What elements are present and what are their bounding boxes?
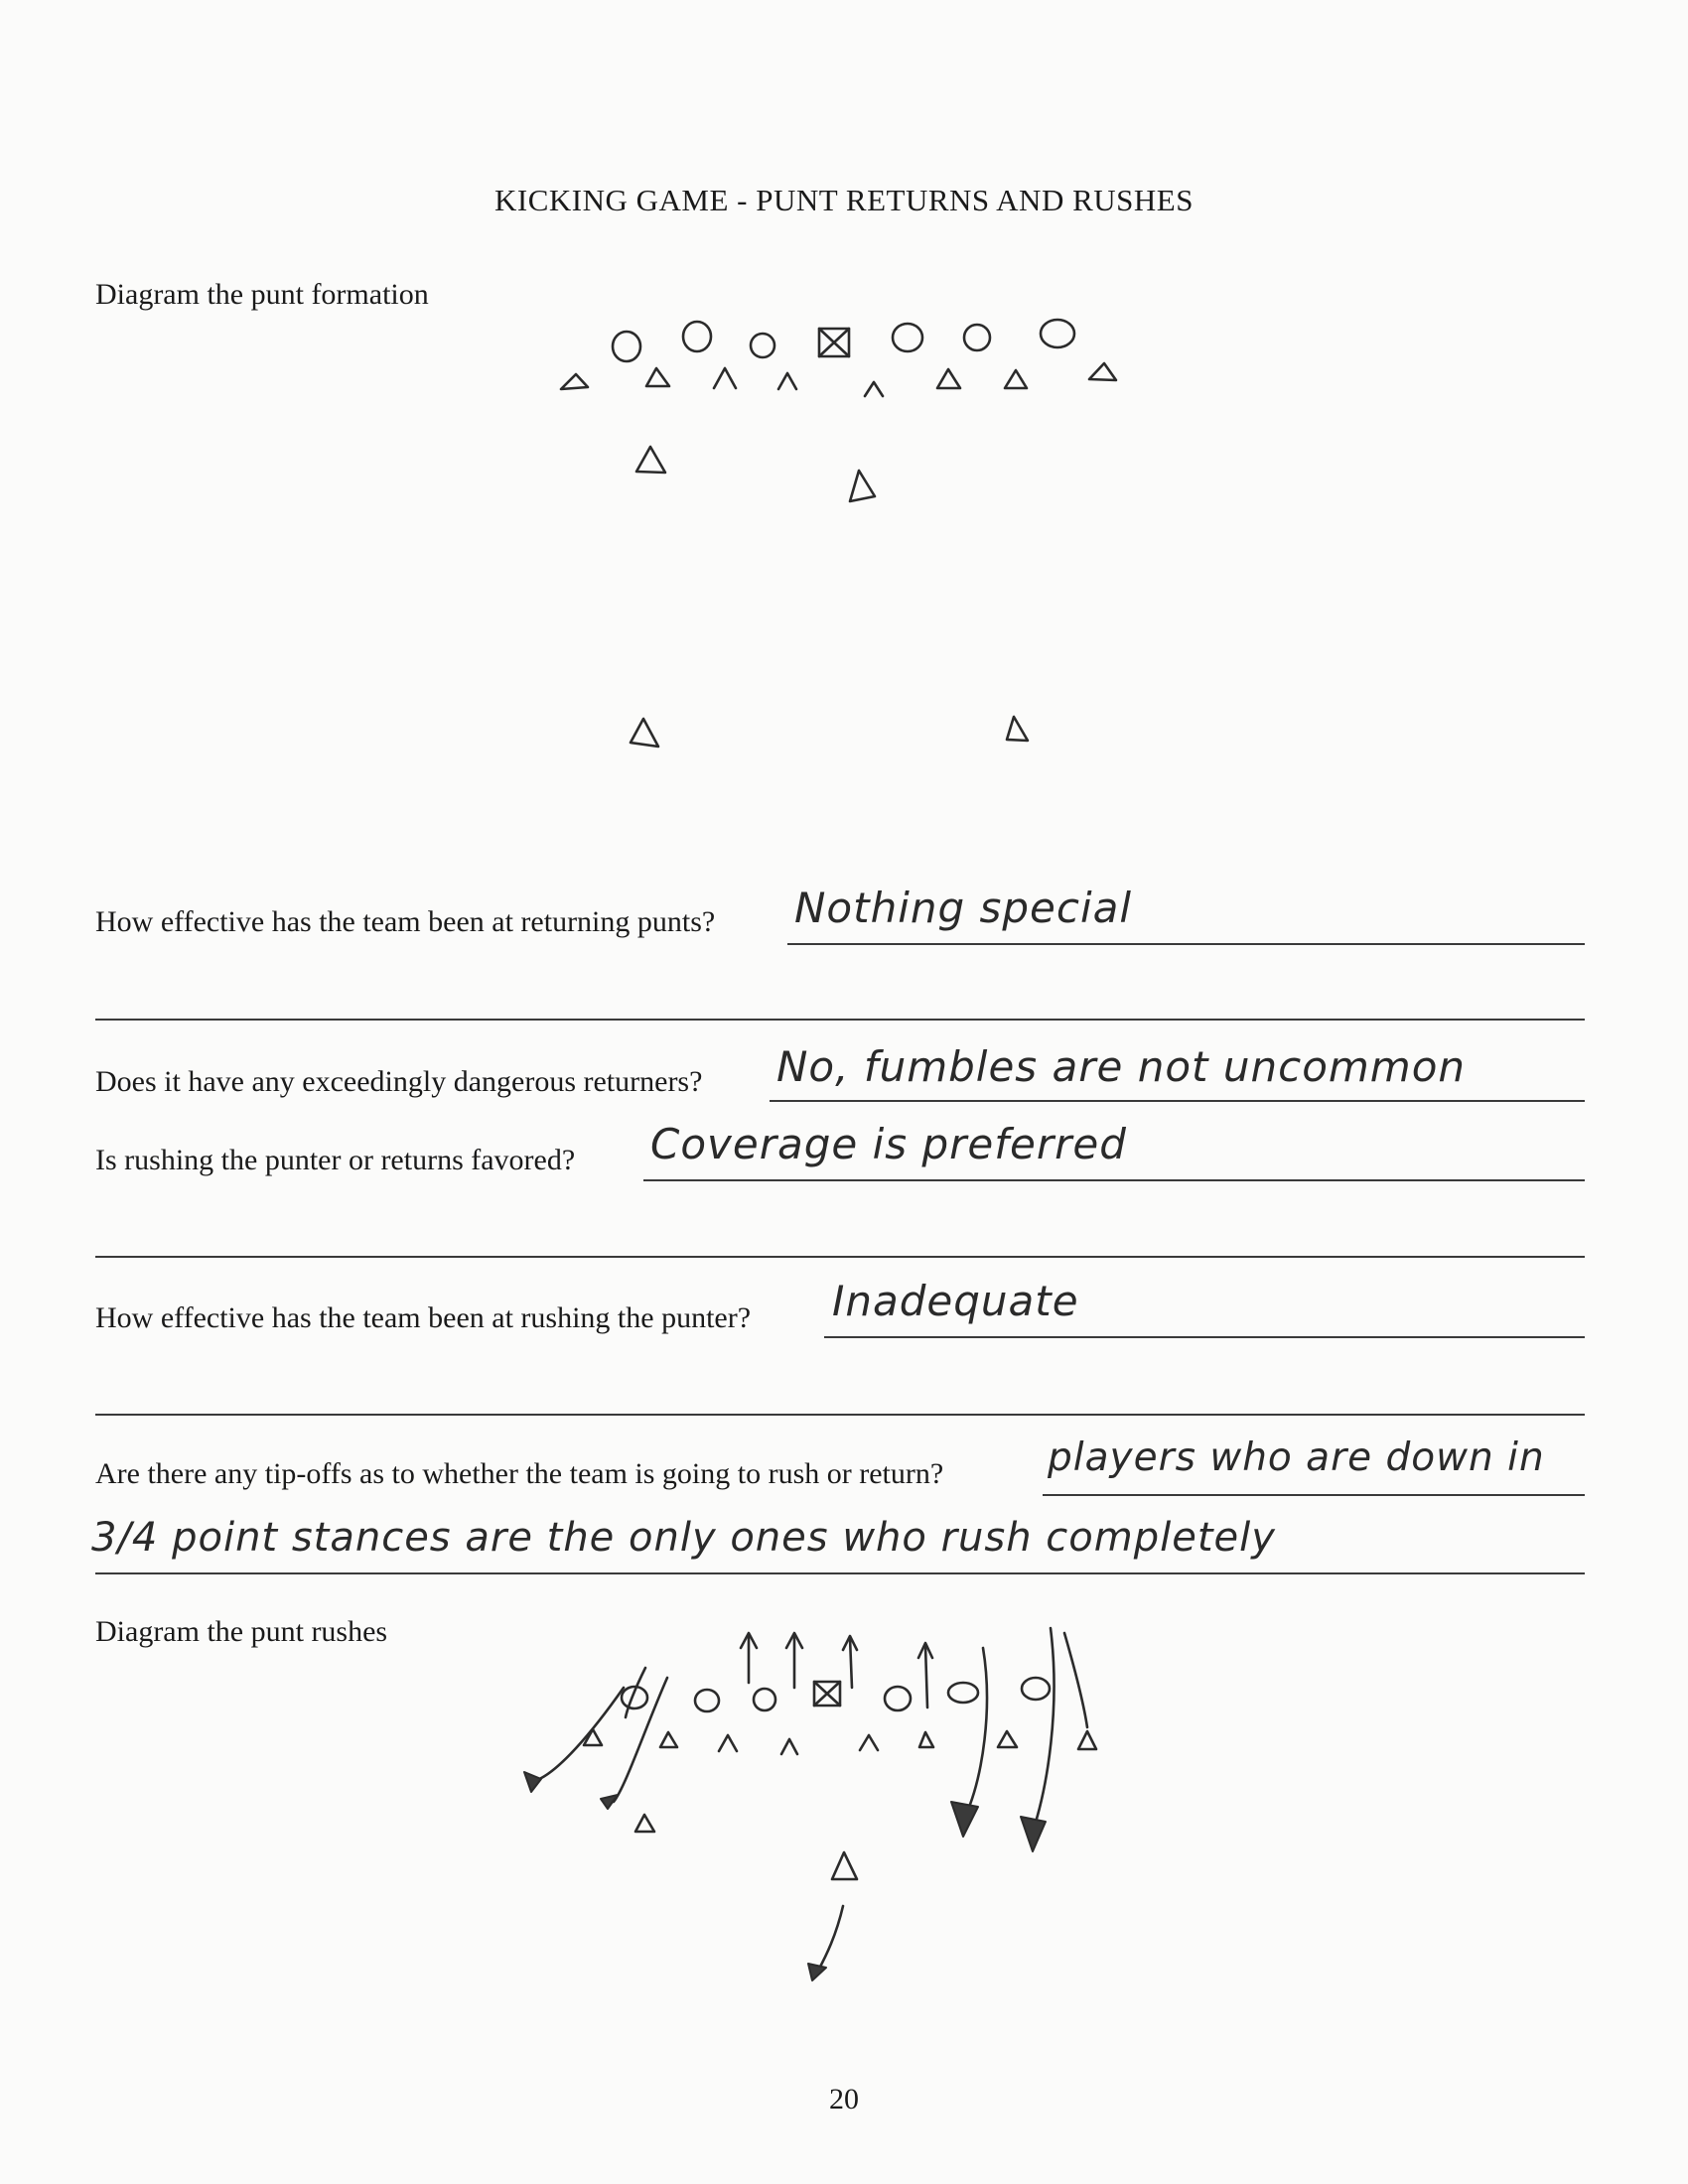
- rushes-label: Diagram the punt rushes: [95, 1615, 388, 1648]
- answer-rush-or-return: Coverage is preferred: [650, 1120, 1127, 1168]
- question-tip-offs: Are there any tip-offs as to whether the team is going to rush or return?: [95, 1457, 944, 1490]
- answer-dangerous-returners: No, fumbles are not uncommon: [776, 1042, 1467, 1091]
- question-rushing-punter: How effective has the team been at rushing the punter?: [95, 1301, 752, 1334]
- question-rush-or-return: Is rushing the punter or returns favored?: [95, 1144, 576, 1176]
- rush-defense-triangles: [584, 1729, 1096, 1879]
- formation-label: Diagram the punt formation: [95, 278, 429, 311]
- question-returning-punts: How effective has the team been at returning punts?: [95, 905, 716, 938]
- answer-rushing-punter: Inadequate: [832, 1277, 1079, 1325]
- question-dangerous-returners: Does it have any exceedingly dangerous returners?: [95, 1065, 703, 1098]
- answer-returning-punts: Nothing special: [794, 884, 1133, 932]
- answer-tip-offs: players who are down in: [1048, 1435, 1545, 1480]
- page-number: 20: [829, 2083, 859, 2116]
- rush-arrows: [524, 1628, 1087, 1980]
- answer-tip-offs-continued: 3/4 point stances are the only ones who rush completely: [91, 1515, 1276, 1561]
- rush-offense-circles: [622, 1678, 1050, 1711]
- page-title: KICKING GAME - PUNT RETURNS AND RUSHES: [494, 183, 1194, 217]
